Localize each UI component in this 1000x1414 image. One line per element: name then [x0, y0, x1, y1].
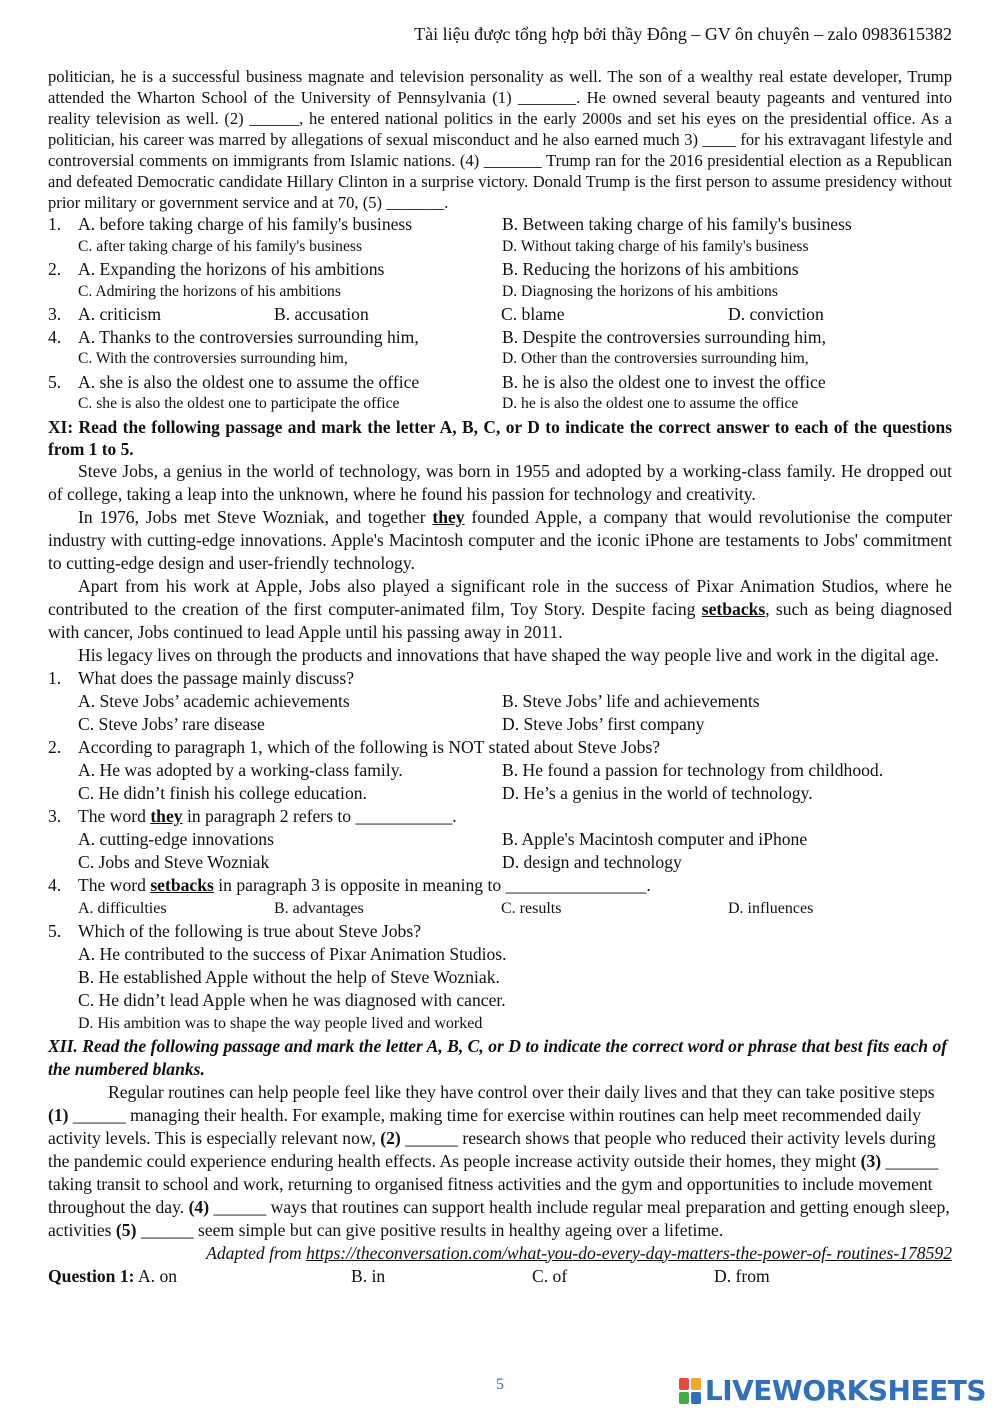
option-c: C. Steve Jobs’ rare disease: [78, 713, 265, 734]
q-number: 1.: [48, 667, 62, 688]
option-b: B. He established Apple without the help of Steve Wozniak.: [78, 966, 500, 987]
option-d: D. from: [714, 1265, 770, 1286]
option-a: A. she is also the oldest one to assume the office: [78, 371, 420, 392]
option-a: A. He was adopted by a working-class family.: [78, 759, 403, 780]
option-d: D. conviction: [728, 304, 824, 324]
option-b: B. Despite the controversies surrounding him,: [502, 326, 826, 347]
question-text: According to paragraph 1, which of the following is NOT stated about Steve Jobs?: [78, 736, 661, 757]
option-a: A. difficulties: [78, 899, 167, 917]
q-number: 4.: [48, 874, 62, 895]
q-number: 5.: [48, 920, 62, 941]
q-number: 3.: [48, 805, 62, 826]
option-c: C. Jobs and Steve Wozniak: [78, 851, 270, 872]
q-number: 1.: [48, 214, 62, 234]
option-b: B. Steve Jobs’ life and achievements: [502, 690, 760, 711]
passage-trump: politician, he is a successful business magnate and television personality as well. The son of a wealthy real estate developer, Trump attended the Wharton School of the University of Pennsylvania (1) _______. He owned several beauty pageants and ventured into reality television as well. (2) ______, he entered national politics in the early 2000s and set his eyes on the presidential office. As a politician, his career was marred by allegations of sexual misconduct and he also earned much 3) ____ for his extravagant lifestyle and controversial comments on immigrants from Islamic nations. (4) _______ Trump ran for the 2016 presidential election as a Republican and defeated Democratic candidate Hillary Clinton in a surprise victory. Donald Trump is the first person to assume presidency without prior military or government service and at 70, (5) _______.: [48, 67, 952, 212]
source-link[interactable]: https://theconversation.com/what-you-do-every-day-matters-the-power-of- routines-178592: [306, 1242, 952, 1263]
section-xi-title: XI: Read the following passage and mark the letter A, B, C, or D to indicate the correct answer to each of the questions from 1 to 5.: [48, 416, 952, 459]
option-a: A. criticism: [78, 304, 162, 324]
option-c: C. Admiring the horizons of his ambitions: [78, 282, 341, 300]
option-d: D. he is also the oldest one to assume the office: [502, 395, 799, 412]
page-content: [48, 66, 952, 1288]
option-c: C. she is also the oldest one to participate the office: [78, 395, 400, 412]
option-d: D. His ambition was to shape the way people lived and worked: [78, 1014, 483, 1032]
option-d: D. Steve Jobs’ first company: [502, 713, 705, 734]
option-a: A. on: [137, 1265, 178, 1286]
q-number: 3.: [48, 304, 62, 324]
option-d: D. Without taking charge of his family's business: [502, 237, 809, 255]
page-number: 5: [496, 1376, 504, 1393]
liveworksheets-logo: [679, 1374, 986, 1407]
option-d: D. design and technology: [502, 851, 682, 872]
page-header: Tài liệu được tổng hợp bởi thầy Đông – GV ôn chuyên – zalo 0983615382: [414, 24, 952, 44]
question-text: The word they in paragraph 2 refers to ___________.: [78, 805, 457, 826]
option-c: C. With the controversies surrounding him,: [78, 350, 348, 367]
underlined-word: setbacks: [701, 598, 766, 619]
option-a: A. Thanks to the controversies surrounding him,: [78, 326, 419, 347]
option-b: B. advantages: [274, 899, 364, 917]
jobs-questions: [48, 667, 952, 1035]
trump-questions: [48, 213, 952, 416]
option-d: D. Other than the controversies surrounding him,: [502, 350, 809, 367]
option-c: C. blame: [501, 304, 565, 324]
question-label: Question 1:: [48, 1265, 135, 1286]
option-b: B. Between taking charge of his family's business: [502, 214, 852, 234]
option-c: C. He didn’t lead Apple when he was diagnosed with cancer.: [78, 989, 506, 1010]
logo-icon: [679, 1378, 701, 1404]
option-a: A. cutting-edge innovations: [78, 828, 274, 849]
q-number: 5.: [48, 371, 62, 392]
option-a: A. He contributed to the success of Pixar Animation Studios.: [78, 943, 507, 964]
paragraph-4: His legacy lives on through the products and innovations that have shaped the way people live and work in the digital age.: [78, 644, 939, 665]
q-number: 2.: [48, 259, 62, 279]
question-1-row: [48, 1265, 952, 1288]
option-d: D. He’s a genius in the world of technology.: [502, 782, 813, 803]
paragraph-1: Steve Jobs, a genius in the world of technology, was born in 1955 and adopted by a working-class family. He dropped out of college, taking a leap into the unknown, where he found his passion for technology and creativity.: [48, 460, 952, 504]
source-citation: Adapted from https://theconversation.com/what-you-do-every-day-matters-the-power-of- routines-178592: [206, 1242, 952, 1263]
option-a: A. Expanding the horizons of his ambitions: [78, 259, 385, 279]
option-c: C. results: [501, 899, 562, 917]
option-b: B. accusation: [274, 304, 369, 324]
option-c: C. He didn’t finish his college education.: [78, 782, 367, 803]
option-b: B. in: [351, 1265, 386, 1286]
underlined-word: they: [432, 506, 465, 527]
passage-jobs: [48, 460, 952, 667]
passage-routines: Regular routines can help people feel like they have control over their daily lives and that they can take positive steps (1) ______ managing their health. For example, making time for exercise within routines can help meet recommended daily activity levels. This is especially relevant now, (2) ______ research shows that people who reduced their activity levels during the pandemic could experience enduring health effects. As people increase activity outside their homes, they might (3) ______ taking transit to school and work, returning to organised fitness activities and the gym and opportunities to include movement throughout the day. (4) ______ ways that routines can support health include regular meal preparation and getting enough sleep, activities (5) ______ seem simple but can give positive results in healthy ageing over a lifetime.: [48, 1081, 950, 1240]
option-b: B. he is also the oldest one to invest the office: [502, 371, 826, 392]
q-number: 4.: [48, 326, 62, 347]
option-b: B. Reducing the horizons of his ambitions: [502, 259, 799, 279]
logo-text: LIVEWORKSHEETS: [704, 1374, 986, 1407]
option-b: B. He found a passion for technology from childhood.: [502, 759, 884, 780]
section-xii-title: XII. Read the following passage and mark the letter A, B, C, or D to indicate the correct word or phrase that best fits each of the numbered blanks.: [48, 1035, 948, 1079]
paragraph-2: In 1976, Jobs met Steve Wozniak, and together they founded Apple, a company that would revolutionise the computer industry with cutting-edge innovations. Apple's Macintosh computer and the iconic iPhone are testaments to Jobs' commitment to cutting-edge design and user-friendly technology.: [48, 506, 953, 573]
paragraph-3: Apart from his work at Apple, Jobs also played a significant role in the success of Pixar Animation Studios, where he contributed to the creation of the first computer-animated film, Toy Story. Despite facing setbacks, such as being diagnosed with cancer, Jobs continued to lead Apple until his passing away in 2011.: [48, 575, 952, 642]
q-number: 2.: [48, 736, 62, 757]
question-text: The word setbacks in paragraph 3 is opposite in meaning to ________________.: [78, 874, 651, 895]
question-text: Which of the following is true about Steve Jobs?: [78, 920, 422, 941]
option-d: D. influences: [728, 899, 814, 917]
option-c: C. of: [532, 1265, 568, 1286]
question-text: What does the passage mainly discuss?: [78, 667, 355, 688]
option-a: A. before taking charge of his family's business: [78, 214, 413, 234]
option-c: C. after taking charge of his family's business: [78, 237, 363, 255]
option-d: D. Diagnosing the horizons of his ambitions: [502, 282, 778, 300]
option-a: A. Steve Jobs’ academic achievements: [78, 690, 350, 711]
option-b: B. Apple's Macintosh computer and iPhone: [502, 828, 808, 849]
